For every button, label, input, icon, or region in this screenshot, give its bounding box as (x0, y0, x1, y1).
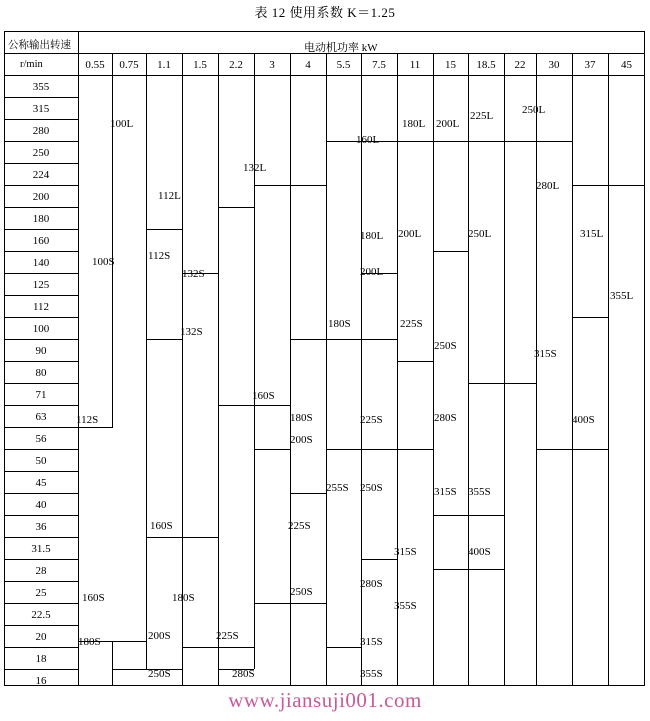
motor-frame-label: 250L (522, 104, 546, 116)
motor-frame-label: 315S (394, 546, 417, 558)
motor-frame-label: 200L (360, 266, 384, 278)
step-line (146, 229, 182, 230)
rpm-row-divider (4, 163, 78, 164)
step-line (468, 75, 469, 141)
rpm-value: 50 (35, 455, 47, 467)
rpm-row-divider (4, 427, 78, 428)
motor-frame-label: 180S (328, 318, 351, 330)
rpm-value: 315 (32, 103, 50, 115)
power-column-header: 11 (409, 59, 421, 71)
motor-frame-label: 250S (148, 668, 171, 680)
usage-factor-table (4, 31, 645, 686)
power-column-header: 45 (621, 59, 632, 71)
step-line (218, 647, 254, 648)
rpm-value: 280 (32, 125, 50, 137)
rpm-value: 200 (32, 191, 50, 203)
power-column-header: 2.2 (229, 59, 243, 71)
rpm-value: 250 (32, 147, 50, 159)
step-line (146, 537, 182, 538)
rpm-value: 20 (35, 631, 47, 643)
rpm-row-divider (4, 471, 78, 472)
rpm-value: 125 (32, 279, 50, 291)
rpm-row-divider (4, 625, 78, 626)
step-line (433, 141, 468, 142)
step-line (112, 669, 146, 670)
motor-frame-label: 200L (398, 228, 422, 240)
power-column-header: 3 (269, 59, 275, 71)
step-line (504, 75, 505, 141)
step-line (112, 641, 146, 642)
rpm-row-divider (4, 559, 78, 560)
rpm-row-divider (4, 251, 78, 252)
step-line (326, 75, 327, 141)
rpm-value: 25 (35, 587, 47, 599)
step-line (290, 185, 291, 339)
motor-frame-label: 160S (82, 592, 105, 604)
rpm-value: 90 (35, 345, 47, 357)
step-line (608, 317, 609, 449)
step-line (218, 75, 219, 207)
motor-frame-label: 250L (468, 228, 492, 240)
step-line (361, 339, 397, 340)
motor-frame-label: 225S (288, 520, 311, 532)
step-line (572, 317, 608, 318)
step-line (254, 449, 255, 647)
rpm-value: 45 (35, 477, 47, 489)
motor-frame-label: 280L (536, 180, 560, 192)
power-column-header: 30 (548, 59, 560, 71)
power-column-header: 4 (305, 59, 311, 71)
step-line (218, 405, 254, 406)
rpm-row-divider (4, 581, 78, 582)
motor-frame-label: 255S (326, 482, 349, 494)
motor-frame-label: 180L (402, 118, 426, 130)
rpm-value: 224 (32, 169, 50, 181)
step-line (146, 537, 147, 642)
step-line (433, 141, 434, 251)
header-bottom-border (4, 75, 645, 76)
step-line (504, 141, 536, 142)
step-line (78, 427, 79, 642)
motor-frame-label: 200S (148, 630, 171, 642)
step-line (397, 141, 433, 142)
step-line (254, 185, 255, 405)
motor-frame-label: 250S (360, 482, 383, 494)
step-line (504, 383, 536, 384)
rpm-value: 355 (32, 81, 50, 93)
step-line (182, 537, 218, 538)
rpm-row-divider (4, 647, 78, 648)
motor-frame-label: 225L (470, 110, 494, 122)
rpm-row-divider (4, 493, 78, 494)
motor-frame-label: 355S (468, 486, 491, 498)
motor-frame-label: 400S (468, 546, 491, 558)
step-line (536, 141, 572, 142)
step-line (608, 185, 645, 186)
step-line (468, 515, 469, 569)
step-line (361, 339, 362, 449)
rpm-row-divider (4, 119, 78, 120)
step-line (536, 141, 537, 383)
rpm-value: 140 (32, 257, 50, 269)
motor-frame-label: 132L (243, 162, 267, 174)
motor-frame-label: 280S (232, 668, 255, 680)
motor-frame-label: 315S (534, 348, 557, 360)
step-line (572, 75, 573, 185)
header-rpm-unit: r/min (20, 59, 43, 70)
step-line (290, 339, 326, 340)
rpm-row-divider (4, 537, 78, 538)
motor-frame-label: 200L (436, 118, 460, 130)
motor-frame-label: 225S (360, 414, 383, 426)
step-line (397, 559, 398, 686)
motor-frame-label: 112L (158, 190, 181, 202)
rpm-row-divider (4, 383, 78, 384)
step-line (468, 569, 469, 686)
step-line (326, 449, 327, 603)
power-column-header: 5.5 (336, 59, 351, 71)
header-divider-left (4, 53, 78, 54)
rpm-value: 28 (35, 565, 47, 577)
motor-frame-label: 112S (76, 414, 99, 426)
step-line (290, 603, 291, 686)
motor-frame-label: 112S (148, 250, 171, 262)
rpm-value: 36 (35, 521, 47, 533)
motor-frame-label: 280S (360, 578, 383, 590)
step-line (361, 647, 362, 686)
power-column-header: 37 (584, 59, 596, 71)
step-line (536, 449, 572, 450)
rpm-value: 63 (35, 411, 47, 423)
rpm-row-divider (4, 141, 78, 142)
step-line (290, 493, 326, 494)
rpm-row-divider (4, 295, 78, 296)
step-line (397, 449, 398, 559)
step-line (254, 405, 290, 406)
step-line (326, 603, 327, 686)
step-line (433, 75, 434, 141)
step-line (608, 449, 609, 686)
rpm-value: 160 (32, 235, 50, 247)
step-line (433, 515, 434, 686)
step-line (536, 383, 537, 686)
step-line (218, 207, 254, 208)
rpm-row-divider (4, 449, 78, 450)
rpm-row-divider (4, 515, 78, 516)
step-line (254, 647, 255, 669)
step-line (504, 569, 505, 686)
step-line (326, 339, 327, 449)
step-line (218, 647, 219, 686)
step-line (290, 603, 326, 604)
rpm-value: 80 (35, 367, 47, 379)
rpm-value: 22.5 (31, 609, 51, 621)
motor-frame-label: 250S (290, 586, 313, 598)
step-line (572, 449, 573, 686)
step-line (326, 647, 361, 648)
motor-frame-label: 180L (360, 230, 384, 242)
motor-frame-label: 355S (394, 600, 417, 612)
step-line (361, 141, 362, 273)
rpm-value: 40 (35, 499, 47, 511)
step-line (182, 669, 183, 686)
step-line (468, 383, 504, 384)
motor-frame-label: 160L (356, 134, 380, 146)
step-line (326, 449, 361, 450)
motor-frame-label: 315S (434, 486, 457, 498)
step-line (254, 449, 290, 450)
step-line (361, 559, 397, 560)
rpm-value: 18 (35, 653, 47, 665)
step-line (397, 75, 398, 141)
rpm-row-divider (4, 405, 78, 406)
header-rpm-label: 公称输出转速 (8, 40, 71, 51)
step-line (361, 273, 362, 339)
step-line (433, 251, 468, 252)
step-line (254, 405, 255, 449)
rpm-value: 71 (35, 389, 47, 401)
power-column-header: 15 (445, 59, 456, 71)
motor-frame-label: 100S (92, 256, 115, 268)
step-line (326, 141, 327, 339)
step-line (397, 141, 398, 339)
motor-frame-label: 355L (610, 290, 634, 302)
step-line (146, 339, 182, 340)
step-line (254, 603, 290, 604)
power-column-header: 22 (514, 59, 526, 71)
step-line (433, 515, 468, 516)
step-line (468, 141, 504, 142)
motor-frame-label: 225S (400, 318, 423, 330)
step-line (218, 207, 219, 405)
power-column-header: 0.75 (119, 59, 139, 71)
step-line (182, 647, 218, 648)
power-column-header: 1.1 (157, 59, 171, 71)
motor-frame-label: 315S (360, 636, 383, 648)
rpm-row-divider (4, 207, 78, 208)
motor-frame-label: 200S (290, 434, 313, 446)
motor-frame-label: 250S (434, 340, 457, 352)
motor-frame-label: 132S (182, 268, 205, 280)
rpm-value: 112 (32, 301, 50, 313)
step-line (146, 229, 147, 537)
rpm-value: 16 (35, 675, 47, 687)
header-power-label: 电动机功率 kW (304, 42, 378, 54)
step-line (608, 185, 609, 317)
step-line (433, 569, 468, 570)
step-line (468, 515, 504, 516)
power-column-header: 18.5 (476, 59, 496, 71)
step-line (361, 449, 362, 647)
step-line (78, 427, 113, 428)
motor-frame-label: 180S (78, 636, 101, 648)
rpm-row-divider (4, 669, 78, 670)
step-line (146, 641, 147, 669)
step-line (361, 449, 397, 450)
rpm-row-divider (4, 97, 78, 98)
motor-frame-label: 180S (290, 412, 313, 424)
rpm-value: 180 (32, 213, 50, 225)
step-line (504, 141, 505, 383)
rpm-row-divider (4, 361, 78, 362)
step-line (608, 75, 609, 185)
motor-frame-label: 355S (360, 668, 383, 680)
step-line (254, 185, 290, 186)
step-line (504, 383, 505, 569)
rpm-row-divider (4, 317, 78, 318)
step-line (218, 405, 219, 647)
step-line (572, 449, 608, 450)
step-line (182, 339, 183, 537)
step-line (397, 339, 398, 449)
motor-frame-label: 225S (216, 630, 239, 642)
step-line (468, 569, 504, 570)
rpm-value: 56 (35, 433, 47, 445)
motor-frame-label: 180S (172, 592, 195, 604)
motor-frame-label: 160S (150, 520, 173, 532)
step-line (112, 641, 113, 686)
rpm-row-divider (4, 603, 78, 604)
step-line (326, 339, 361, 340)
step-line (397, 361, 433, 362)
motor-frame-label: 132S (180, 326, 203, 338)
step-line (397, 449, 433, 450)
motor-frame-label: 160S (252, 390, 275, 402)
watermark: www.jiansuji001.com (228, 688, 422, 712)
power-column-header: 7.5 (372, 59, 386, 71)
rpm-value: 100 (32, 323, 50, 335)
motor-frame-label: 315L (580, 228, 604, 240)
rpm-row-divider (4, 185, 78, 186)
rpm-row-divider (4, 273, 78, 274)
step-line (290, 75, 291, 185)
power-column-header: 1.5 (193, 59, 207, 71)
step-line (361, 75, 362, 141)
rpm-row-divider (4, 229, 78, 230)
page-title: 表 12 使用系数 K＝1.25 (254, 5, 396, 20)
rpm-row-divider (4, 339, 78, 340)
motor-frame-label: 400S (572, 414, 595, 426)
step-line (290, 185, 326, 186)
step-line (182, 75, 183, 273)
rpm-value: 31.5 (31, 543, 51, 555)
motor-frame-label: 280S (434, 412, 457, 424)
step-line (572, 185, 608, 186)
power-column-header: 0.55 (85, 59, 105, 71)
motor-frame-label: 100L (110, 118, 134, 130)
step-line (146, 75, 147, 229)
